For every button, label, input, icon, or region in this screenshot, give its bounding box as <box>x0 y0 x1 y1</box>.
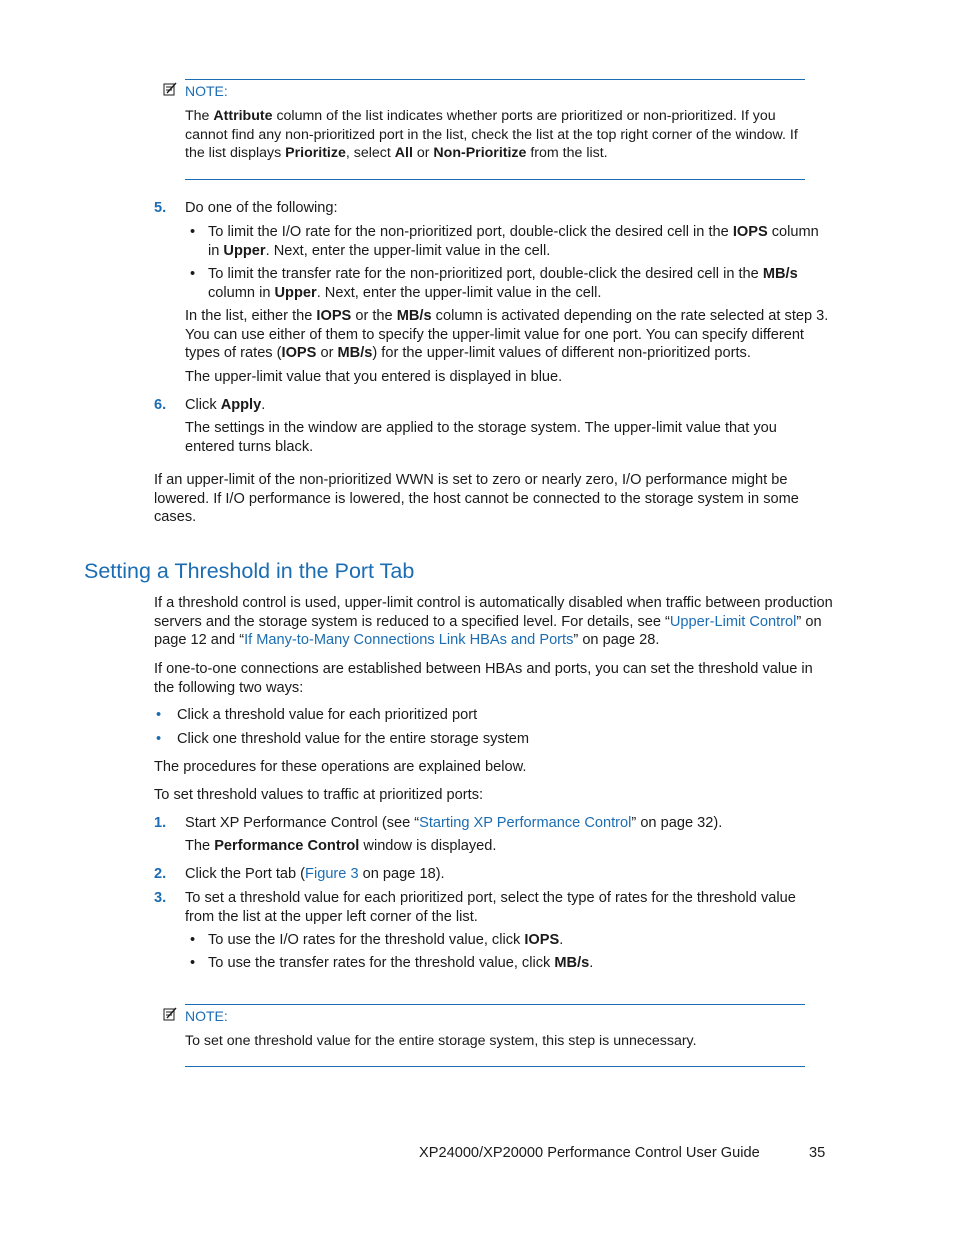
step-number: 6. <box>154 397 167 413</box>
step-text: To set a threshold value for each prioritized port, select the type of rates for the threshold value from the list at the upper left corner of the list. <box>185 890 796 925</box>
footer-title: XP24000/XP20000 Performance Control User Guide <box>419 1145 760 1161</box>
bullet-text: To use the transfer rates for the threshold value, click MB/s. <box>208 955 594 971</box>
step-text: Click Apply. <box>185 397 266 413</box>
cross-reference-link[interactable]: Starting XP Performance Control <box>419 815 632 831</box>
note-title: NOTE: <box>185 83 228 99</box>
cross-reference-link[interactable]: If Many-to-Many Connections Link HBAs and Ports <box>244 632 574 649</box>
bullet-mark: • <box>190 932 196 948</box>
note-bottom-rule <box>185 1066 805 1067</box>
step-number: 2. <box>154 866 167 882</box>
bullet-text: Click one threshold value for the entire storage system <box>177 731 530 747</box>
step-paragraph: The settings in the window are applied to the storage system. The upper-limit value that you entered turns black. <box>185 420 777 455</box>
note-title: NOTE: <box>185 1008 228 1024</box>
note-bottom-rule <box>185 179 805 180</box>
note-top-rule <box>185 1004 805 1005</box>
step-number: 5. <box>154 200 167 216</box>
bullet-mark: • <box>156 731 162 747</box>
bullet-mark: • <box>190 266 196 282</box>
note-top-rule <box>185 79 805 80</box>
body-paragraph: If an upper-limit of the non-prioritized WWN is set to zero or nearly zero, I/O performance might be lowered. If I/O performance is lowered, the host cannot be connected to the storage system in some cases. <box>154 472 799 526</box>
bullet-mark: • <box>190 224 196 240</box>
bullet-mark: • <box>156 707 162 723</box>
bullet-text: To limit the I/O rate for the non-prioritized port, double-click the desired cell in the IOPS column in Upper. Next, enter the upper-limit value in the cell. <box>208 224 819 259</box>
note-body: To set one threshold value for the entire storage system, this step is unnecessary. <box>185 1033 697 1049</box>
step-text: Do one of the following: <box>185 200 338 216</box>
page-number: 35 <box>809 1145 826 1161</box>
section-heading: Setting a Threshold in the Port Tab <box>84 559 415 583</box>
step-paragraph: The Performance Control window is displayed. <box>185 838 497 854</box>
step-number: 3. <box>154 890 167 906</box>
body-paragraph: If one-to-one connections are established between HBAs and ports, you can set the threshold value in the following two ways: <box>154 661 813 696</box>
bullet-text: To limit the transfer rate for the non-prioritized port, double-click the desired cell in the MB/s column in Upper. Next, enter the upper-limit value in the cell. <box>208 266 798 301</box>
body-paragraph: To set threshold values to traffic at prioritized ports: <box>154 787 484 803</box>
step-paragraph: The upper-limit value that you entered is displayed in blue. <box>185 369 563 385</box>
step-text: Start XP Performance Control (see “Starting XP Performance Control” on page 32). <box>185 815 723 831</box>
bullet-text: Click a threshold value for each prioritized port <box>177 707 478 723</box>
note-icon <box>163 82 177 96</box>
cross-reference-link[interactable]: Upper-Limit Control <box>669 613 797 630</box>
body-paragraph: The procedures for these operations are explained below. <box>154 759 527 775</box>
step-paragraph: In the list, either the IOPS or the MB/s column is activated depending on the rate selected at step 3. You can use either of them to specify the upper-limit value for one port. You can specify different types of rates (IOPS or MB/s) for the upper-limit values of different non-prioritized ports. <box>185 308 829 362</box>
step-number: 1. <box>154 815 167 831</box>
step-text: Click the Port tab (Figure 3 on page 18). <box>185 866 445 882</box>
body-paragraph: If a threshold control is used, upper-limit control is automatically disabled when traffic between production servers and the storage system is reduced to a specified level. For details, see “Upper-Limit Control” on page 12 and “If Many-to-Many Connections Link HBAs and Ports” on page 28. <box>154 595 833 649</box>
figure-link[interactable]: Figure 3 <box>305 866 359 882</box>
bullet-text: To use the I/O rates for the threshold value, click IOPS. <box>208 932 564 948</box>
note-icon <box>163 1007 177 1021</box>
bullet-mark: • <box>190 955 196 971</box>
note-body: The Attribute column of the list indicates whether ports are prioritized or non-prioritized. If you cannot find any non-prioritized port in the list, check the list at the top right corner of the window. If the list displays Prioritize, select All or Non-Prioritize from the list. <box>185 108 798 162</box>
